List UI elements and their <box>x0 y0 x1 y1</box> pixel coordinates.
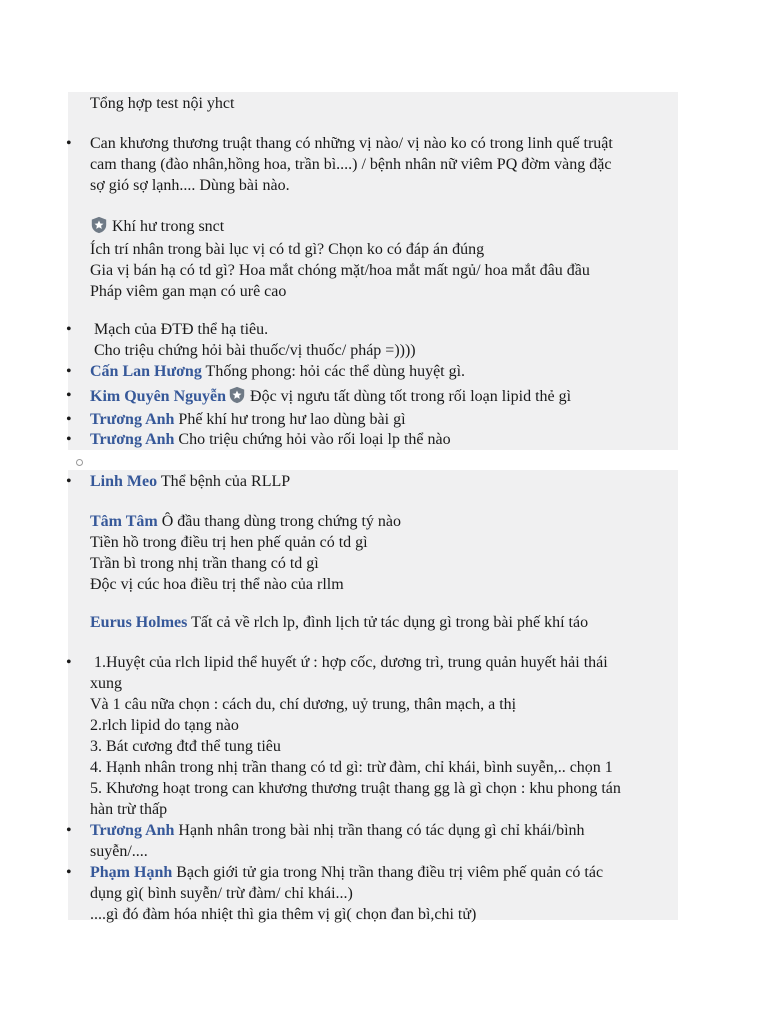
comment-line <box>90 386 571 407</box>
text-line: dụng gì( bình suyễn/ trừ đàm/ chỉ khái...) <box>90 885 353 902</box>
bullet: • <box>66 321 72 338</box>
text-line: Mạch của ĐTĐ thể hạ tiêu. <box>94 321 269 338</box>
bullet: • <box>66 473 72 490</box>
text-line: Gia vị bán hạ có td gì? Hoa mắt chóng mặt/hoa mắt mất ngủ/ hoa mắt đâu đầu <box>90 262 590 279</box>
text-line: Can khương thương truật thang có những vị nào/ vị nào ko có trong linh quế truật <box>90 135 613 152</box>
text-line: Ích trí nhân trong bài lục vị có td gì? Chọn ko có đáp án đúng <box>90 241 485 258</box>
bullet: • <box>66 363 72 380</box>
text-line: Trần bì trong nhị trần thang có td gì <box>90 555 319 572</box>
text-line: ....gì đó đàm hóa nhiệt thì gia thêm vị gì( chọn đan bì,chi tử) <box>90 906 477 923</box>
text-line: Tiền hồ trong điều trị hen phế quản có td gì <box>90 534 368 551</box>
comment-text: Thống phong: hỏi các thể dùng huyệt gì. <box>205 363 466 380</box>
comment-line <box>90 821 585 841</box>
author-name[interactable]: Trương Anh <box>90 822 175 839</box>
bullet: • <box>66 135 72 152</box>
comment-line <box>90 613 588 633</box>
comment-text: Phế khí hư trong hư lao dùng bài gì <box>178 411 406 428</box>
text-span: Khí hư trong snct <box>112 218 225 235</box>
author-name[interactable]: Kim Quyên Nguyễn <box>90 388 227 405</box>
author-name[interactable]: Linh Meo <box>90 473 158 490</box>
text-line: 4. Hạnh nhân trong nhị trần thang có td gì: trừ đàm, chỉ khái, bình suyễn,.. chọn 1 <box>90 759 613 776</box>
text-line: 1.Huyệt của rlch lipid thể huyết ứ : hợp cốc, dương trì, trung quản huyết hải thái <box>94 654 608 671</box>
comment-text: Tất cả về rlch lp, đình lịch tử tác dụng gì trong bài phế khí táo <box>191 614 589 631</box>
text-line <box>90 216 224 237</box>
text-line: sợ gió sợ lạnh.... Dùng bài nào. <box>90 177 290 194</box>
text-line: cam thang (đào nhân,hồng hoa, trần bì....) / bệnh nhân nữ viêm PQ đờm vàng đặc <box>90 156 612 173</box>
text-line: suyễn/.... <box>90 843 148 860</box>
bullet: • <box>66 864 72 881</box>
bullet: • <box>66 411 72 428</box>
comment-line <box>90 410 406 430</box>
comment-text: Độc vị ngưu tất dùng tốt trong rối loạn lipid thẻ gì <box>250 388 572 405</box>
author-name[interactable]: Cấn Lan Hương <box>90 363 202 380</box>
comment-text: Cho triệu chứng hỏi vào rối loại lp thể nào <box>178 431 451 448</box>
bullet: • <box>66 431 72 448</box>
shield-star-icon <box>228 386 246 404</box>
comment-line <box>90 430 451 450</box>
author-name[interactable]: Tâm Tâm <box>90 513 158 530</box>
comment-text: Thể bệnh của RLLP <box>160 473 291 490</box>
comment-line <box>90 863 603 883</box>
comment-text: Hạnh nhân trong bài nhị trần thang có tác dụng gì chỉ khái/bình <box>178 822 585 839</box>
author-name[interactable]: Eurus Holmes <box>90 614 188 631</box>
bullet: • <box>66 387 72 404</box>
document-title: Tổng hợp test nội yhct <box>90 95 235 112</box>
comment-line <box>90 362 465 382</box>
text-line: xung <box>90 675 122 692</box>
text-line: Cho triệu chứng hỏi bài thuốc/vị thuốc/ pháp =)))) <box>94 342 416 359</box>
author-name[interactable]: Trương Anh <box>90 411 175 428</box>
text-line: Và 1 câu nữa chọn : cách du, chí dương, uỷ trung, thân mạch, a thị <box>90 696 517 713</box>
comment-text: Ô đầu thang dùng trong chứng tý nào <box>161 513 402 530</box>
text-line: 5. Khương hoạt trong can khương thương truật thang gg là gì chọn : khu phong tán <box>90 780 621 797</box>
comment-line <box>90 512 401 532</box>
text-line: hàn trừ thấp <box>90 801 168 818</box>
bullet: • <box>66 654 72 671</box>
shield-star-icon <box>90 216 108 234</box>
bullet: • <box>66 822 72 839</box>
text-line: Độc vị cúc hoa điều trị thể nào của rllm <box>90 576 344 593</box>
hollow-bullet <box>76 459 83 466</box>
author-name[interactable]: Phạm Hạnh <box>90 864 173 881</box>
text-line: 3. Bát cương đtđ thể tung tiêu <box>90 738 281 755</box>
author-name[interactable]: Trương Anh <box>90 431 175 448</box>
comment-text: Bạch giới tử gia trong Nhị trần thang điều trị viêm phế quản có tác <box>176 864 604 881</box>
text-line: Pháp viêm gan mạn có urê cao <box>90 283 287 300</box>
comment-line <box>90 472 290 492</box>
text-line: 2.rlch lipid do tạng nào <box>90 717 239 734</box>
